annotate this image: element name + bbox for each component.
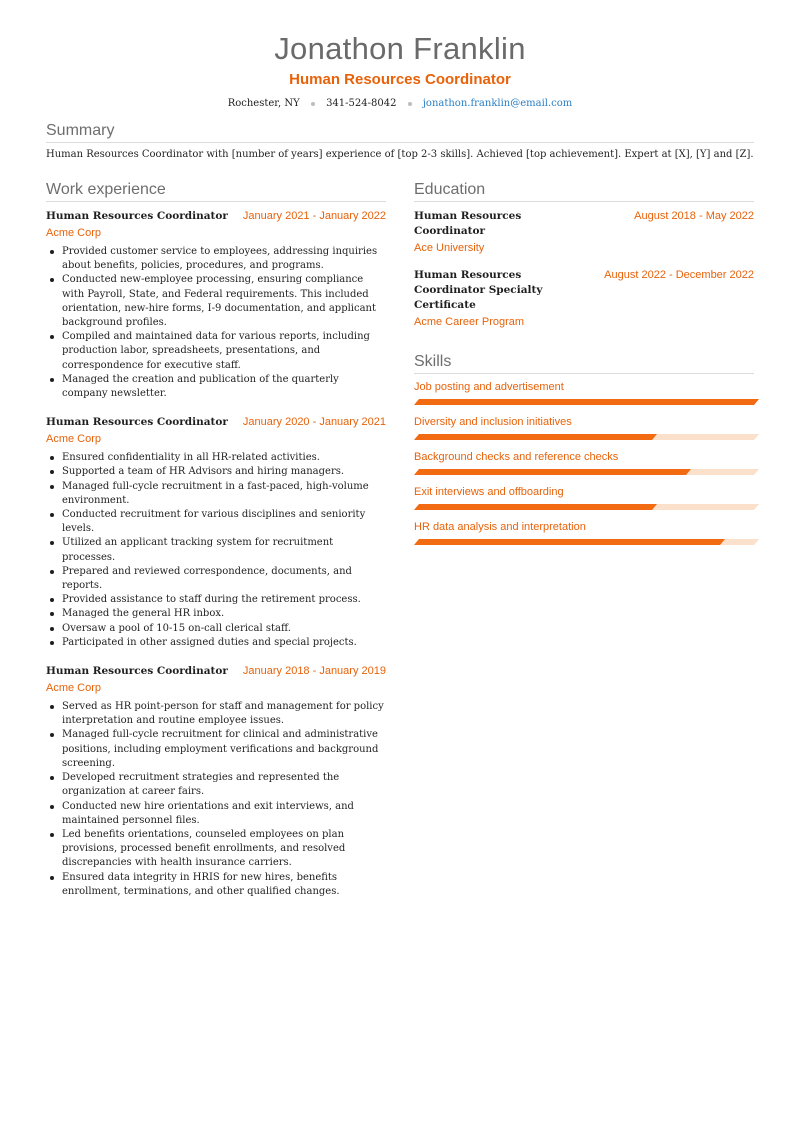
job-title: Human Resources Coordinator <box>46 210 228 222</box>
job-entry <box>46 415 386 650</box>
education-title: Human Resources Coordinator Specialty Certificate <box>414 269 543 311</box>
work-experience-title: Work experience <box>46 180 386 202</box>
job-bullet-item: Led benefits orientations, counseled employees on plan provisions, processed benefit enrollments, and resolved discrepancies with health insurance carriers. <box>46 828 386 871</box>
job-bullet-item: Provided assistance to staff during the retirement process. <box>46 593 386 607</box>
skill-name: HR data analysis and interpretation <box>414 521 586 533</box>
skill-level-bar <box>414 399 754 405</box>
education-entry <box>414 209 754 256</box>
skill-level-bar <box>414 504 754 510</box>
education-school: Ace University <box>414 242 485 254</box>
job-company: Acme Corp <box>46 433 102 446</box>
job-header-row <box>46 209 386 224</box>
job-entry <box>46 209 386 401</box>
education-list <box>414 209 754 330</box>
location-text: Rochester, NY <box>227 98 300 109</box>
education-title: Human Resources Coordinator <box>414 210 522 237</box>
summary-section <box>46 121 754 162</box>
job-bullet-item: Prepared and reviewed correspondence, documents, and reports. <box>46 565 386 593</box>
job-bullet-item: Conducted new hire orientations and exit interviews, and maintained personnel files. <box>46 800 386 828</box>
education-title: Education <box>414 180 754 202</box>
skill-level-fill <box>414 469 691 475</box>
skill-item <box>414 520 754 545</box>
candidate-name: Jonathon Franklin <box>274 31 526 66</box>
job-dates: January 2018 - January 2019 <box>242 665 386 678</box>
skill-item <box>414 415 754 440</box>
job-title: Human Resources Coordinator <box>46 665 228 678</box>
education-dates: August 2018 - May 2022 <box>634 210 754 222</box>
job-bullet-item: Conducted new-employee processing, ensuring compliance with Payroll, State, and Federal requirements. This included orientation, new-hire forms, I-9 documentation, and applicant background profiles. <box>46 273 386 330</box>
summary-text: Human Resources Coordinator with [number of years] experience of [top 2-3 skills]. Achieved [top achievement]. Expert at [X], [Y] and [Z]. <box>46 149 754 160</box>
skill-level-fill <box>414 539 725 545</box>
skill-level-fill <box>414 434 657 440</box>
skill-level-fill <box>414 399 759 405</box>
job-title: Human Resources Coordinator <box>46 416 228 429</box>
job-bullet-list <box>46 245 386 401</box>
job-company: Acme Corp <box>46 682 102 695</box>
skill-level-fill <box>414 504 657 510</box>
job-header-row <box>46 664 386 679</box>
job-bullet-item: Participated in other assigned duties and special projects. <box>46 636 386 650</box>
job-bullet-item: Developed recruitment strategies and represented the organization at career fairs. <box>46 771 386 799</box>
work-experience-section <box>46 180 386 899</box>
job-bullet-item: Provided customer service to employees, addressing inquiries about benefits, policies, procedures, and programs. <box>46 245 386 273</box>
right-column <box>414 180 754 545</box>
skill-name: Background checks and reference checks <box>414 451 619 463</box>
job-bullet-item: Supported a team of HR Advisors and hiring managers. <box>46 465 386 479</box>
job-entry <box>46 664 386 899</box>
phone-text: 341-524-8042 <box>326 98 397 109</box>
education-entry <box>414 268 754 330</box>
skill-name: Diversity and inclusion initiatives <box>414 416 572 428</box>
job-bullet-item: Compiled and maintained data for various reports, including production labor, spreadsheets, presentations, and correspondence for executive staff. <box>46 330 386 373</box>
skill-level-bar <box>414 434 754 440</box>
resume-header <box>0 30 800 112</box>
separator-dot-icon <box>408 102 412 106</box>
contact-line <box>0 97 800 112</box>
job-bullet-list <box>46 700 386 899</box>
skill-name: Exit interviews and offboarding <box>414 486 564 498</box>
job-bullet-item: Managed full-cycle recruitment in a fast-paced, high-volume environment. <box>46 480 386 508</box>
skill-item <box>414 380 754 405</box>
job-company: Acme Corp <box>46 227 102 239</box>
education-school: Acme Career Program <box>414 316 525 328</box>
email-link[interactable]: jonathon.franklin@email.com <box>422 98 573 109</box>
job-list <box>46 209 386 899</box>
skills-section <box>414 352 754 545</box>
skill-level-bar <box>414 469 754 475</box>
job-bullet-item: Oversaw a pool of 10-15 on-call clerical staff. <box>46 622 386 636</box>
job-bullet-item: Utilized an applicant tracking system for recruitment processes. <box>46 536 386 564</box>
job-bullet-item: Ensured data integrity in HRIS for new hires, benefits enrollment, terminations, and other qualified changes. <box>46 871 386 899</box>
job-bullet-list <box>46 451 386 650</box>
skills-title: Skills <box>414 352 754 374</box>
separator-dot-icon <box>311 102 315 106</box>
job-bullet-item: Managed the creation and publication of the quarterly company newsletter. <box>46 373 386 401</box>
job-bullet-item: Conducted recruitment for various disciplines and seniority levels. <box>46 508 386 536</box>
education-header-row <box>414 268 754 313</box>
skills-list <box>414 380 754 545</box>
job-bullet-item: Managed full-cycle recruitment for clinical and administrative positions, including employment verifications and background screening. <box>46 728 386 771</box>
education-dates: August 2022 - December 2022 <box>604 269 754 281</box>
job-bullet-item: Managed the general HR inbox. <box>46 607 386 621</box>
skill-item <box>414 485 754 510</box>
skill-level-bar <box>414 539 754 545</box>
skill-name: Job posting and advertisement <box>414 381 564 393</box>
job-dates: January 2020 - January 2021 <box>242 416 386 429</box>
summary-title: Summary <box>46 121 754 143</box>
job-bullet-item: Served as HR point-person for staff and management for policy interpretation and routine employee issues. <box>46 700 386 728</box>
education-header-row <box>414 209 754 239</box>
candidate-headline: Human Resources Coordinator <box>289 71 511 88</box>
skill-item <box>414 450 754 475</box>
job-dates: January 2021 - January 2022 <box>242 210 386 222</box>
job-bullet-item: Ensured confidentiality in all HR-related activities. <box>46 451 386 465</box>
job-header-row <box>46 415 386 430</box>
